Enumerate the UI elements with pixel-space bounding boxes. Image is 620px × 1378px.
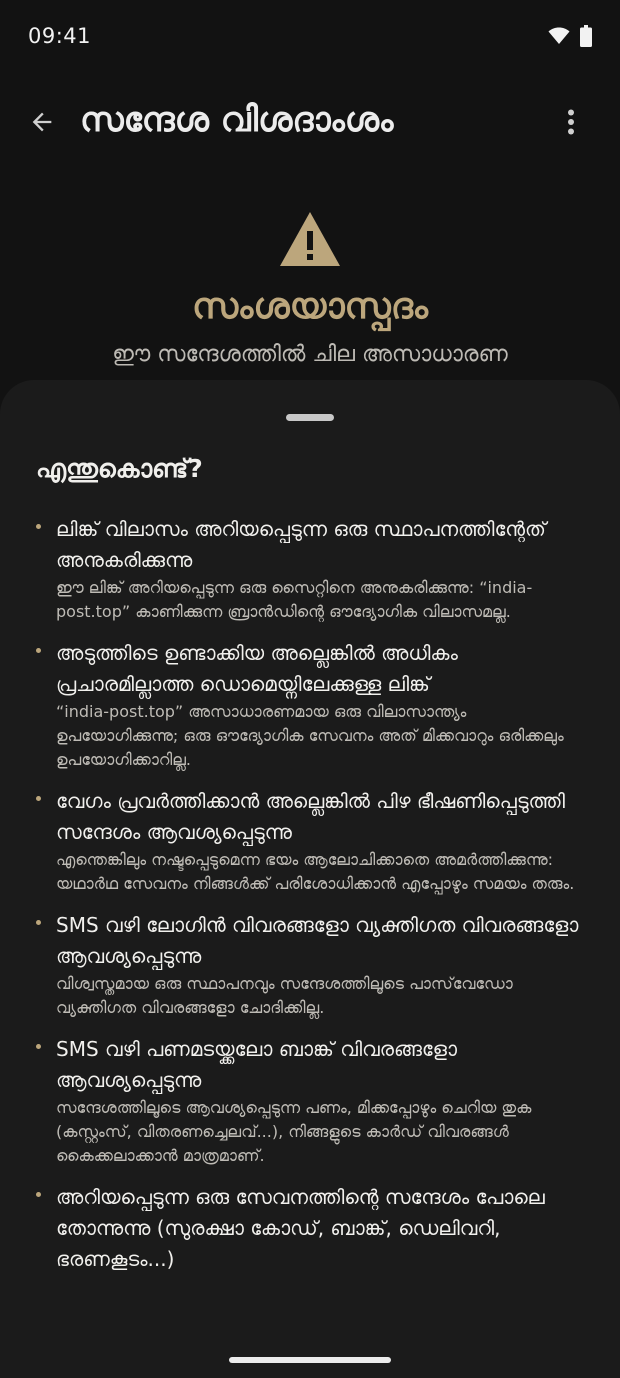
more-options-button[interactable] — [556, 102, 586, 146]
reason-detail: ഈ ലിങ്ക് അറിയപ്പെടുന്ന ഒരു സൈറ്റിനെ അനുകരിക്കുന്നു: “india-post.top” കാണിക്കുന്ന ബ്രാൻഡിന്റെ ഔദ്യോഗിക വിലാസമല്ല. — [56, 578, 533, 621]
warning-icon — [278, 210, 342, 268]
bullet — [36, 1044, 41, 1049]
more-vertical-icon — [567, 109, 575, 139]
status-icons — [548, 25, 592, 51]
bullet — [36, 524, 41, 529]
bullet — [36, 796, 41, 801]
reasons-list — [36, 514, 592, 1289]
reason-detail: വിശ്വസ്തമായ ഒരു സ്ഥാപനവും സന്ദേശത്തിലൂടെ പാസ്‌വേഡോ വ്യക്തിഗത വിവരങ്ങളോ ചോദിക്കില്ല. — [56, 974, 513, 1017]
reason-detail: “india-post.top” അസാധാരണമായ ഒരു വിലാസാന്ത്യം ഉപയോഗിക്കുന്നു; ഒരു ഔദ്യോഗിക സേവനം അത് മിക്കവാറും ഒരിക്കലും ഉപയോഗിക്കാറില്ല. — [56, 702, 564, 769]
reason-detail: എന്തെങ്കിലും നഷ്ടപ്പെടുമെന്ന ഭയം ആലോചിക്കാതെ അമർത്തിക്കുന്നു: യഥാർഥ സേവനം നിങ്ങൾക്ക് പരിശോധിക്കാൻ എപ്പോഴും സമയം തരും. — [56, 850, 575, 893]
back-button[interactable] — [20, 102, 64, 146]
reason-title: SMS വഴി പണമടയ്ക്കലോ ബാങ്ക് വിവരങ്ങളോ ആവശ്യപ്പെടുന്നു — [56, 1037, 457, 1092]
bullet — [36, 648, 41, 653]
battery-icon — [580, 25, 592, 51]
reason-item — [36, 786, 592, 896]
bullet — [36, 1192, 41, 1197]
wifi-icon — [548, 27, 570, 49]
home-indicator[interactable] — [229, 1357, 391, 1363]
reason-title: അറിയപ്പെടുന്ന ഒരു സേവനത്തിന്റെ സന്ദേശം പോലെ തോന്നുന്നു (സുരക്ഷാ കോഡ്, ബാങ്ക്, ഡെലിവറി, ഭരണകൂടം...) — [56, 1185, 545, 1271]
reason-item — [36, 514, 592, 624]
why-heading: എന്തുകൊണ്ട്? — [36, 454, 203, 483]
reason-title: ലിങ്ക് വിലാസം അറിയപ്പെടുന്ന ഒരു സ്ഥാപനത്തിന്റേത് അനുകരിക്കുന്നു — [56, 517, 546, 572]
app-bar — [0, 92, 620, 156]
status-time: 09:41 — [28, 24, 92, 48]
verdict-title: സംശയാസ്പദം — [191, 286, 429, 327]
arrow-back-icon — [28, 108, 56, 140]
reason-title: വേഗം പ്രവർത്തിക്കാൻ അല്ലെങ്കിൽ പിഴ ഭീഷണിപ്പെടുത്തി സന്ദേശം ആവശ്യപ്പെടുന്നു — [56, 789, 565, 844]
drag-handle[interactable] — [286, 414, 334, 421]
reason-item — [36, 1034, 592, 1168]
bottom-sheet[interactable] — [0, 380, 620, 1378]
reason-item — [36, 910, 592, 1020]
reason-detail: സന്ദേശത്തിലൂടെ ആവശ്യപ്പെടുന്ന പണം, മിക്കപ്പോഴും ചെറിയ തുക (കസ്റ്റംസ്, വിതരണച്ചെലവ്...), നിങ്ങളുടെ കാർഡ് വിവരങ്ങൾ കൈക്കലാക്കാൻ മാത്രമാണ്. — [56, 1098, 532, 1165]
page-title: സന്ദേശ വിശദാംശം — [80, 100, 394, 140]
reason-title: അടുത്തിടെ ഉണ്ടാക്കിയ അല്ലെങ്കിൽ അധികം പ്രചാരമില്ലാത്ത ഡൊമെയ്നിലേക്കുള്ള ലിങ്ക് — [56, 641, 458, 696]
verdict-subtitle: ഈ സന്ദേശത്തിൽ ചില അസാധാരണ — [112, 342, 508, 367]
reason-title: SMS വഴി ലോഗിൻ വിവരങ്ങളോ വ്യക്തിഗത വിവരങ്ങളോ ആവശ്യപ്പെടുന്നു — [56, 913, 579, 968]
bullet — [36, 920, 41, 925]
status-bar — [0, 0, 620, 76]
reason-item — [36, 1182, 592, 1275]
reason-item — [36, 638, 592, 772]
